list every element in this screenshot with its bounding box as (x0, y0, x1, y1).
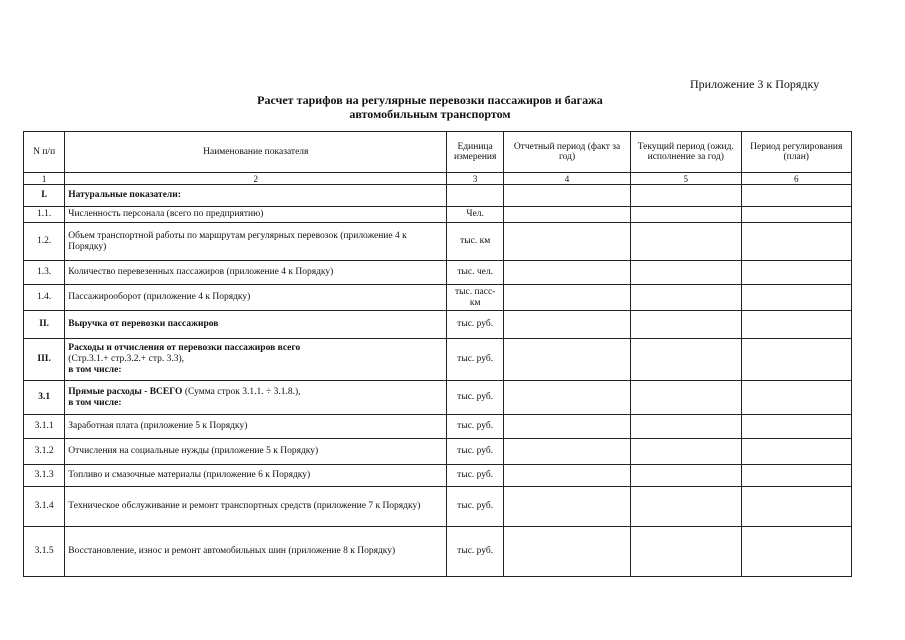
cell-period-current (631, 439, 741, 465)
cell-period-regulation (741, 415, 852, 439)
cell-period-regulation (741, 261, 852, 285)
row-num: 3.1.2 (24, 439, 65, 465)
cell-period-current (631, 311, 741, 339)
cell-period-current (631, 381, 741, 415)
cell-period-regulation (741, 487, 852, 527)
title-line-1: Расчет тарифов на регулярные перевозки пассажиров и багажа (257, 93, 603, 107)
column-number: 1 (24, 173, 65, 185)
row-unit: тыс. руб. (447, 381, 504, 415)
table-row (24, 207, 852, 223)
cell-period-current (631, 415, 741, 439)
row-name-line: в том числе: (68, 365, 122, 375)
row-name: Заработная плата (приложение 5 к Порядку) (65, 415, 447, 439)
cell-period-current (631, 465, 741, 487)
column-number: 5 (631, 173, 741, 185)
cell-period-report (504, 527, 631, 577)
row-name: Количество перевезенных пассажиров (приложение 4 к Порядку) (65, 261, 447, 285)
cell-period-report (504, 439, 631, 465)
cell-period-current (631, 285, 741, 311)
cell-period-current (631, 339, 741, 381)
column-number: 6 (741, 173, 852, 185)
row-name: Топливо и смазочные материалы (приложение 6 к Порядку) (65, 465, 447, 487)
row-num: 1.4. (24, 285, 65, 311)
cell-period-regulation (741, 223, 852, 261)
table-row (24, 339, 852, 381)
row-unit: тыс. руб. (447, 439, 504, 465)
cell-period-current (631, 261, 741, 285)
row-num: I. (24, 185, 65, 207)
row-num: 3.1.1 (24, 415, 65, 439)
header-name: Наименование показателя (65, 132, 447, 173)
row-unit: тыс. руб. (447, 487, 504, 527)
table-row (24, 527, 852, 577)
cell-period-regulation (741, 527, 852, 577)
row-num: 3.1.3 (24, 465, 65, 487)
cell-period-report (504, 415, 631, 439)
row-name: Восстановление, износ и ремонт автомобильных шин (приложение 8 к Порядку) (65, 527, 447, 577)
row-num: II. (24, 311, 65, 339)
header-unit: Единица измерения (447, 132, 504, 173)
row-name (65, 339, 447, 381)
row-num: III. (24, 339, 65, 381)
cell-period-regulation (741, 207, 852, 223)
cell-period-regulation (741, 285, 852, 311)
row-num: 1.3. (24, 261, 65, 285)
table-row (24, 285, 852, 311)
row-name: Техническое обслуживание и ремонт транспортных средств (приложение 7 к Порядку) (65, 487, 447, 527)
row-num: 3.1 (24, 381, 65, 415)
table-row (24, 185, 852, 207)
row-unit: Чел. (447, 207, 504, 223)
cell-period-regulation (741, 381, 852, 415)
row-unit: тыс. руб. (447, 415, 504, 439)
row-unit: тыс. чел. (447, 261, 504, 285)
row-name-line: в том числе: (68, 397, 122, 408)
row-name: Численность персонала (всего по предприятию) (65, 207, 447, 223)
row-name (65, 381, 447, 415)
table-header-row (24, 132, 852, 173)
table-row (24, 415, 852, 439)
column-number: 4 (504, 173, 631, 185)
appendix-label: Приложение 3 к Порядку (690, 77, 820, 91)
row-unit: тыс. руб. (447, 527, 504, 577)
cell-period-regulation (741, 311, 852, 339)
cell-period-regulation (741, 465, 852, 487)
cell-period-current (631, 223, 741, 261)
header-period-current: Текущий период (ожид. исполнение за год) (631, 132, 741, 173)
tariff-calculation-table (23, 131, 852, 577)
cell-period-current (631, 207, 741, 223)
row-name: Объем транспортной работы по маршрутам регулярных перевозок (приложение 4 к Порядку) (65, 223, 447, 261)
row-num: 1.2. (24, 223, 65, 261)
table-row (24, 223, 852, 261)
row-unit: тыс. км (447, 223, 504, 261)
cell-period-report (504, 223, 631, 261)
row-num: 1.1. (24, 207, 65, 223)
cell-period-current (631, 487, 741, 527)
row-name: Пассажирооборот (приложение 4 к Порядку) (65, 285, 447, 311)
title-line-2: автомобильным транспортом (349, 107, 511, 121)
cell-period-report (504, 261, 631, 285)
header-period-report: Отчетный период (факт за год) (504, 132, 631, 173)
table-row (24, 465, 852, 487)
header-num: N п/п (24, 132, 65, 173)
row-unit: тыс. руб. (447, 311, 504, 339)
cell-period-regulation (741, 185, 852, 207)
row-unit (447, 185, 504, 207)
row-name-line: Расходы и отчисления от перевозки пассажиров всего (68, 343, 301, 353)
table-row (24, 261, 852, 285)
column-number-row (24, 173, 852, 185)
cell-period-current (631, 527, 741, 577)
row-num: 3.1.5 (24, 527, 65, 577)
cell-period-report (504, 487, 631, 527)
row-name: Выручка от перевозки пассажиров (65, 311, 447, 339)
row-name-bold: Прямые расходы - ВСЕГО (68, 386, 183, 397)
document-title (190, 93, 670, 121)
cell-period-report (504, 285, 631, 311)
row-num: 3.1.4 (24, 487, 65, 527)
row-unit: тыс. пасс-км (447, 285, 504, 311)
table-row (24, 487, 852, 527)
row-name-rest: (Сумма строк 3.1.1. ÷ 3.1.8.), (182, 386, 301, 397)
table-row (24, 381, 852, 415)
cell-period-report (504, 185, 631, 207)
cell-period-regulation (741, 339, 852, 381)
cell-period-current (631, 185, 741, 207)
header-period-regulation: Период регулирования (план) (741, 132, 852, 173)
row-name-line: (Стр.3.1.+ стр.3.2.+ стр. 3.3), (68, 354, 185, 364)
cell-period-report (504, 465, 631, 487)
column-number: 2 (65, 173, 447, 185)
row-unit: тыс. руб. (447, 465, 504, 487)
cell-period-report (504, 339, 631, 381)
row-unit: тыс. руб. (447, 339, 504, 381)
column-number: 3 (447, 173, 504, 185)
row-name: Отчисления на социальные нужды (приложение 5 к Порядку) (65, 439, 447, 465)
cell-period-report (504, 381, 631, 415)
row-name: Натуральные показатели: (65, 185, 447, 207)
table-row (24, 311, 852, 339)
cell-period-regulation (741, 439, 852, 465)
cell-period-report (504, 207, 631, 223)
cell-period-report (504, 311, 631, 339)
table-row (24, 439, 852, 465)
